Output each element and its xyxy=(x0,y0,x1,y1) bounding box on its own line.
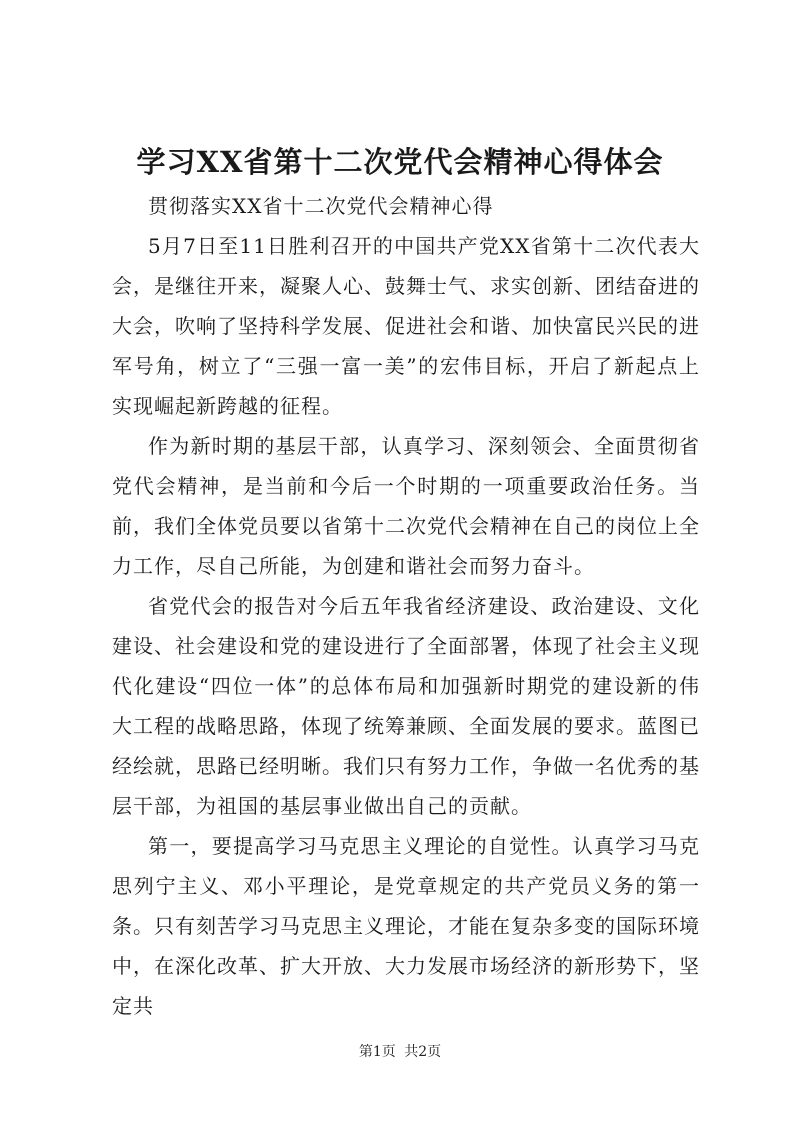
document-subtitle: 贯彻落实XX省十二次党代会精神心得 xyxy=(148,194,494,218)
document-title: 学习XX省第十二次党代会精神心得体会 xyxy=(136,145,664,179)
page-number: 第1页 xyxy=(358,1044,396,1060)
paragraph-4: 第一，要提高学习马克思主义理论的自觉性。认真学习马克思列宁主义、邓小平理论，是党章规定的共产党员义务的第一条。只有刻苦学习马克思主义理论，才能在复杂多变的国际环境中，在深化改革、扩大开放、大力发展市场经济的新形势下，坚定共 xyxy=(112,834,700,1018)
page-footer xyxy=(0,1042,800,1062)
paragraph-2: 作为新时期的基层干部，认真学习、深刻领会、全面贯彻省党代会精神，是当前和今后一个时期的一项重要政治任务。当前，我们全体党员要以省第十二次党代会精神在自己的岗位上全力工作，尽自己所能，为创建和谐社会而努力奋斗。 xyxy=(112,434,700,578)
paragraph-3: 省党代会的报告对今后五年我省经济建设、政治建设、文化建设、社会建设和党的建设进行了全面部署，体现了社会主义现代化建设“四位一体”的总体布局和加强新时期党的建设新的伟大工程的战略思路，体现了统筹兼顾、全面发展的要求。蓝图已经绘就，思路已经明晰。我们只有努力工作，争做一名优秀的基层干部，为祖国的基层事业做出自己的贡献。 xyxy=(112,594,700,818)
page-total: 共2页 xyxy=(404,1044,442,1060)
paragraph-1: 5月7日至11日胜利召开的中国共产党XX省第十二次代表大会，是继往开来，凝聚人心、鼓舞士气、求实创新、团结奋进的大会，吹响了坚持科学发展、促进社会和谐、加快富民兴民的进军号角，树立了“三强一富一美”的宏伟目标，开启了新起点上实现崛起新跨越的征程。 xyxy=(112,234,700,418)
document-body xyxy=(112,186,700,1026)
